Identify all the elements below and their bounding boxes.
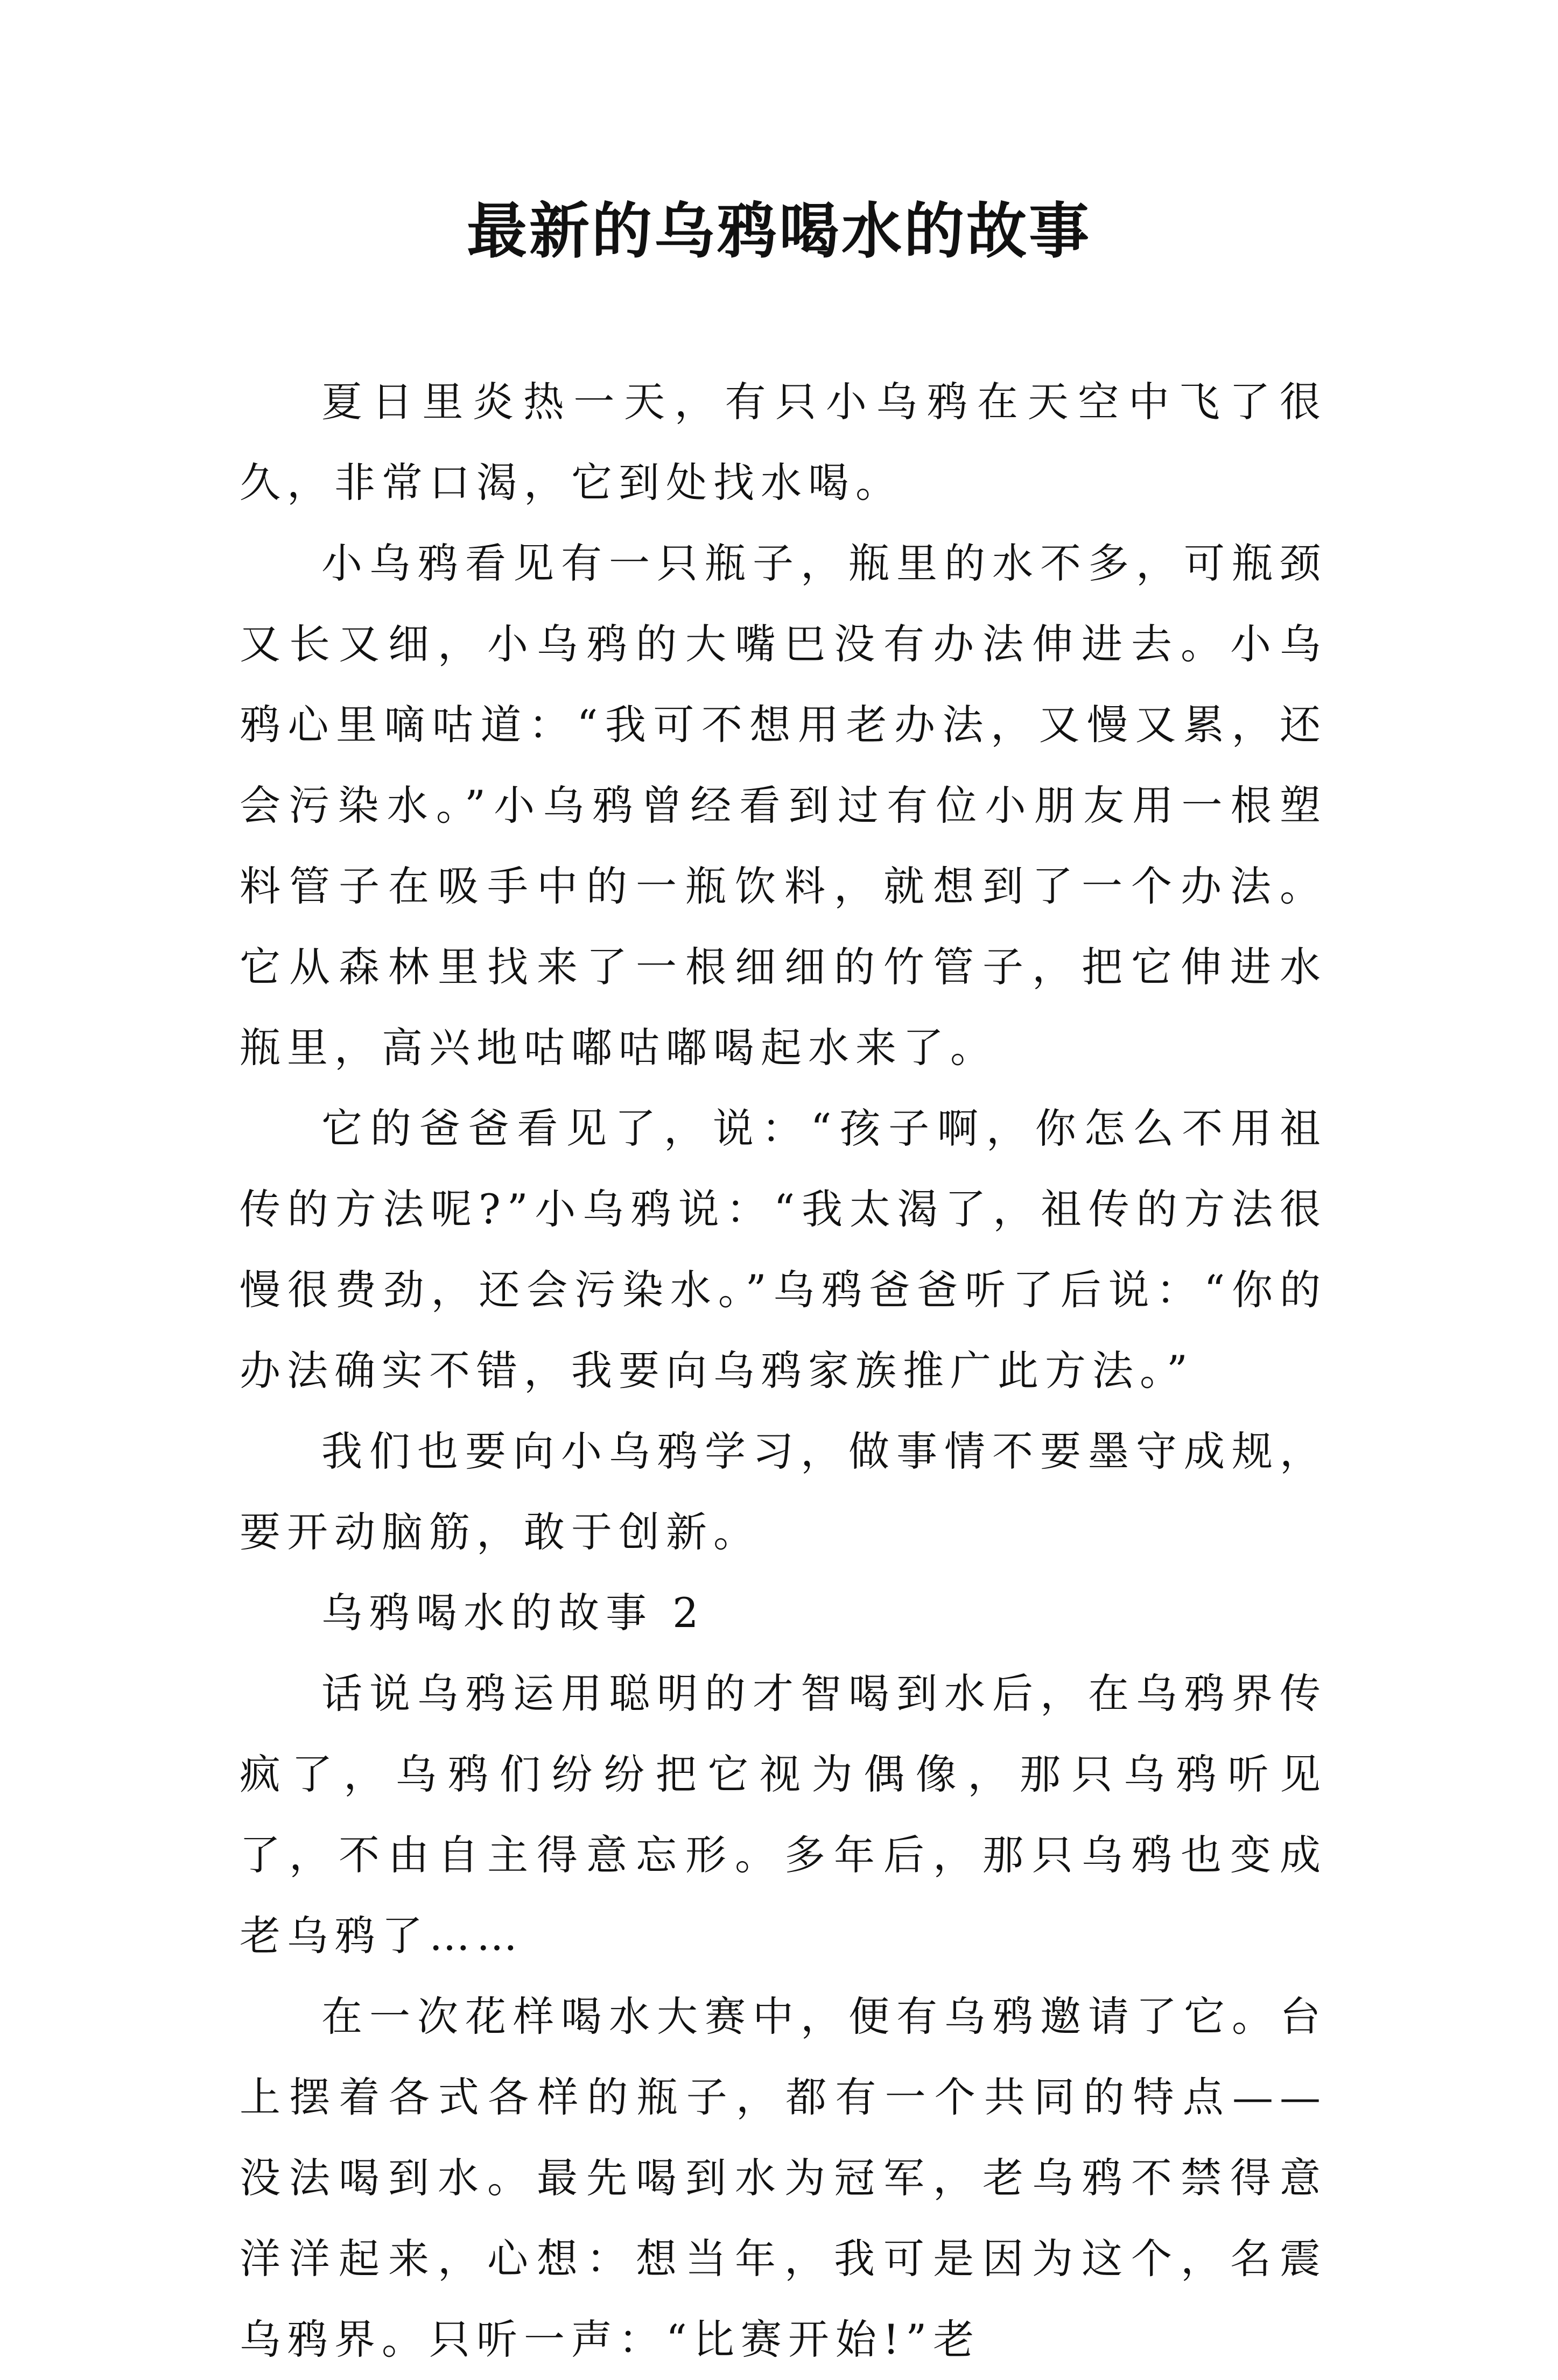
document-title: 最新的乌鸦喝水的故事 — [467, 196, 1091, 266]
paragraph-2: 小乌鸦看见有一只瓶子，瓶里的水不多，可瓶颈又长又细，小乌鸦的大嘴巴没有办法伸进去。小乌鸦心里嘀咕道：“我可不想用老办法，又慢又累，还会污染水。”小乌鸦曾经看到过有位小朋友用一根塑料管子在吸手中的一瓶饮料，就想到了一个办法。它从森林里找来了一根细细的竹管子，把它伸进水瓶里，高兴地咕嘟咕嘟喝起水来了。 — [240, 539, 1327, 1072]
paragraph-4: 我们也要向小乌鸦学习，做事情不要墨守成规，要开动脑筋，敢于创新。 — [240, 1427, 1327, 1556]
paragraph-5: 话说乌鸦运用聪明的才智喝到水后，在乌鸦界传疯了，乌鸦们纷纷把它视为偶像，那只乌鸦听见了，不由自主得意忘形。多年后，那只乌鸦也变成老乌鸦了…… — [240, 1670, 1327, 1960]
document-body — [240, 362, 1327, 2380]
paragraph-1: 夏日里炎热一天，有只小乌鸦在天空中飞了很久，非常口渴，它到处找水喝。 — [240, 378, 1327, 506]
section-heading-story-2: 乌鸦喝水的故事 2 — [321, 1589, 705, 1637]
paragraph-3: 它的爸爸看见了，说：“孩子啊，你怎么不用祖传的方法呢?”小乌鸦说：“我太渴了，祖传的方法很慢很费劲，还会污染水。”乌鸦爸爸听了后说：“你的办法确实不错，我要向乌鸦家族推广此方法。” — [240, 1104, 1327, 1395]
paragraph-6: 在一次花样喝水大赛中，便有乌鸦邀请了它。台上摆着各式各样的瓶子，都有一个共同的特点——没法喝到水。最先喝到水为冠军，老乌鸦不禁得意洋洋起来，心想：想当年，我可是因为这个，名震乌鸦界。只听一声：“比赛开始!”老 — [240, 1992, 1327, 2363]
